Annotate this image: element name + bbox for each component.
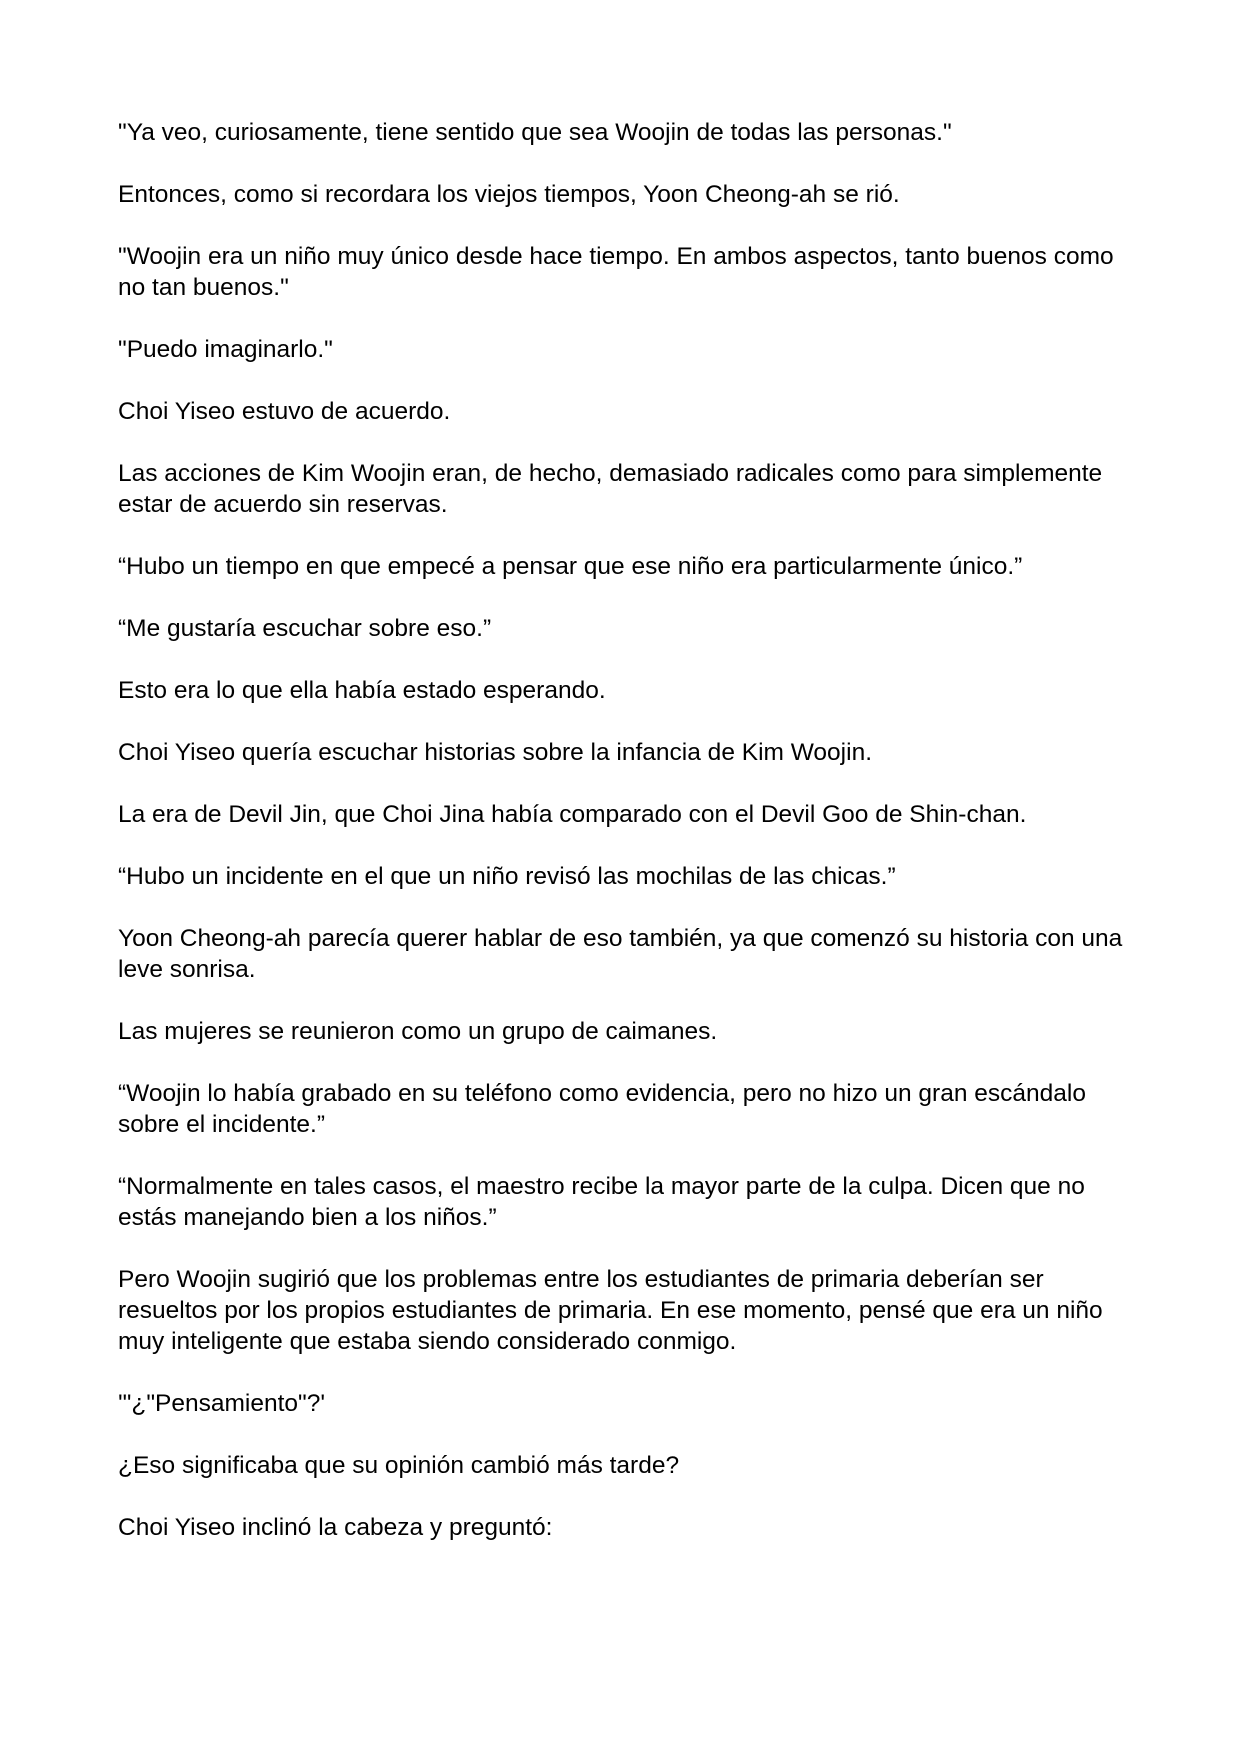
paragraph-3: "Woojin era un niño muy único desde hace tiempo. En ambos aspectos, tanto buenos como no tan buenos." [118,243,1114,301]
paragraph-10: Choi Yiseo quería escuchar historias sobre la infancia de Kim Woojin. [118,739,872,766]
paragraph-8: “Me gustaría escuchar sobre eso.” [118,615,492,642]
paragraph-6: Las acciones de Kim Woojin eran, de hecho, demasiado radicales como para simplemente estar de acuerdo sin reservas. [118,460,1103,518]
document-body [118,117,1138,1574]
paragraph-7: “Hubo un tiempo en que empecé a pensar que ese niño era particularmente único.” [118,553,1023,580]
paragraph-12: “Hubo un incidente en el que un niño revisó las mochilas de las chicas.” [118,863,896,890]
paragraph-19: ¿Eso significaba que su opinión cambió más tarde? [118,1452,680,1479]
paragraph-9: Esto era lo que ella había estado esperando. [118,677,606,704]
paragraph-15: “Woojin lo había grabado en su teléfono como evidencia, pero no hizo un gran escándalo sobre el incidente.” [118,1080,1086,1138]
paragraph-14: Las mujeres se reunieron como un grupo de caimanes. [118,1018,718,1045]
paragraph-1: "Ya veo, curiosamente, tiene sentido que sea Woojin de todas las personas." [118,119,952,146]
paragraph-17: Pero Woojin sugirió que los problemas entre los estudiantes de primaria deberían ser resueltos por los propios estudiantes de primaria. En ese momento, pensé que era un niño muy inteligente que estaba siendo considerado conmigo. [118,1266,1103,1355]
paragraph-5: Choi Yiseo estuvo de acuerdo. [118,398,451,425]
paragraph-11: La era de Devil Jin, que Choi Jina había comparado con el Devil Goo de Shin-chan. [118,801,1027,828]
paragraph-13: Yoon Cheong-ah parecía querer hablar de eso también, ya que comenzó su historia con una leve sonrisa. [118,925,1123,983]
paragraph-2: Entonces, como si recordara los viejos tiempos, Yoon Cheong-ah se rió. [118,181,900,208]
paragraph-18: '"¿"Pensamiento"?' [118,1390,326,1417]
paragraph-4: "Puedo imaginarlo." [118,336,333,363]
paragraph-20: Choi Yiseo inclinó la cabeza y preguntó: [118,1514,553,1541]
paragraph-16: “Normalmente en tales casos, el maestro recibe la mayor parte de la culpa. Dicen que no estás manejando bien a los niños.” [118,1173,1085,1231]
